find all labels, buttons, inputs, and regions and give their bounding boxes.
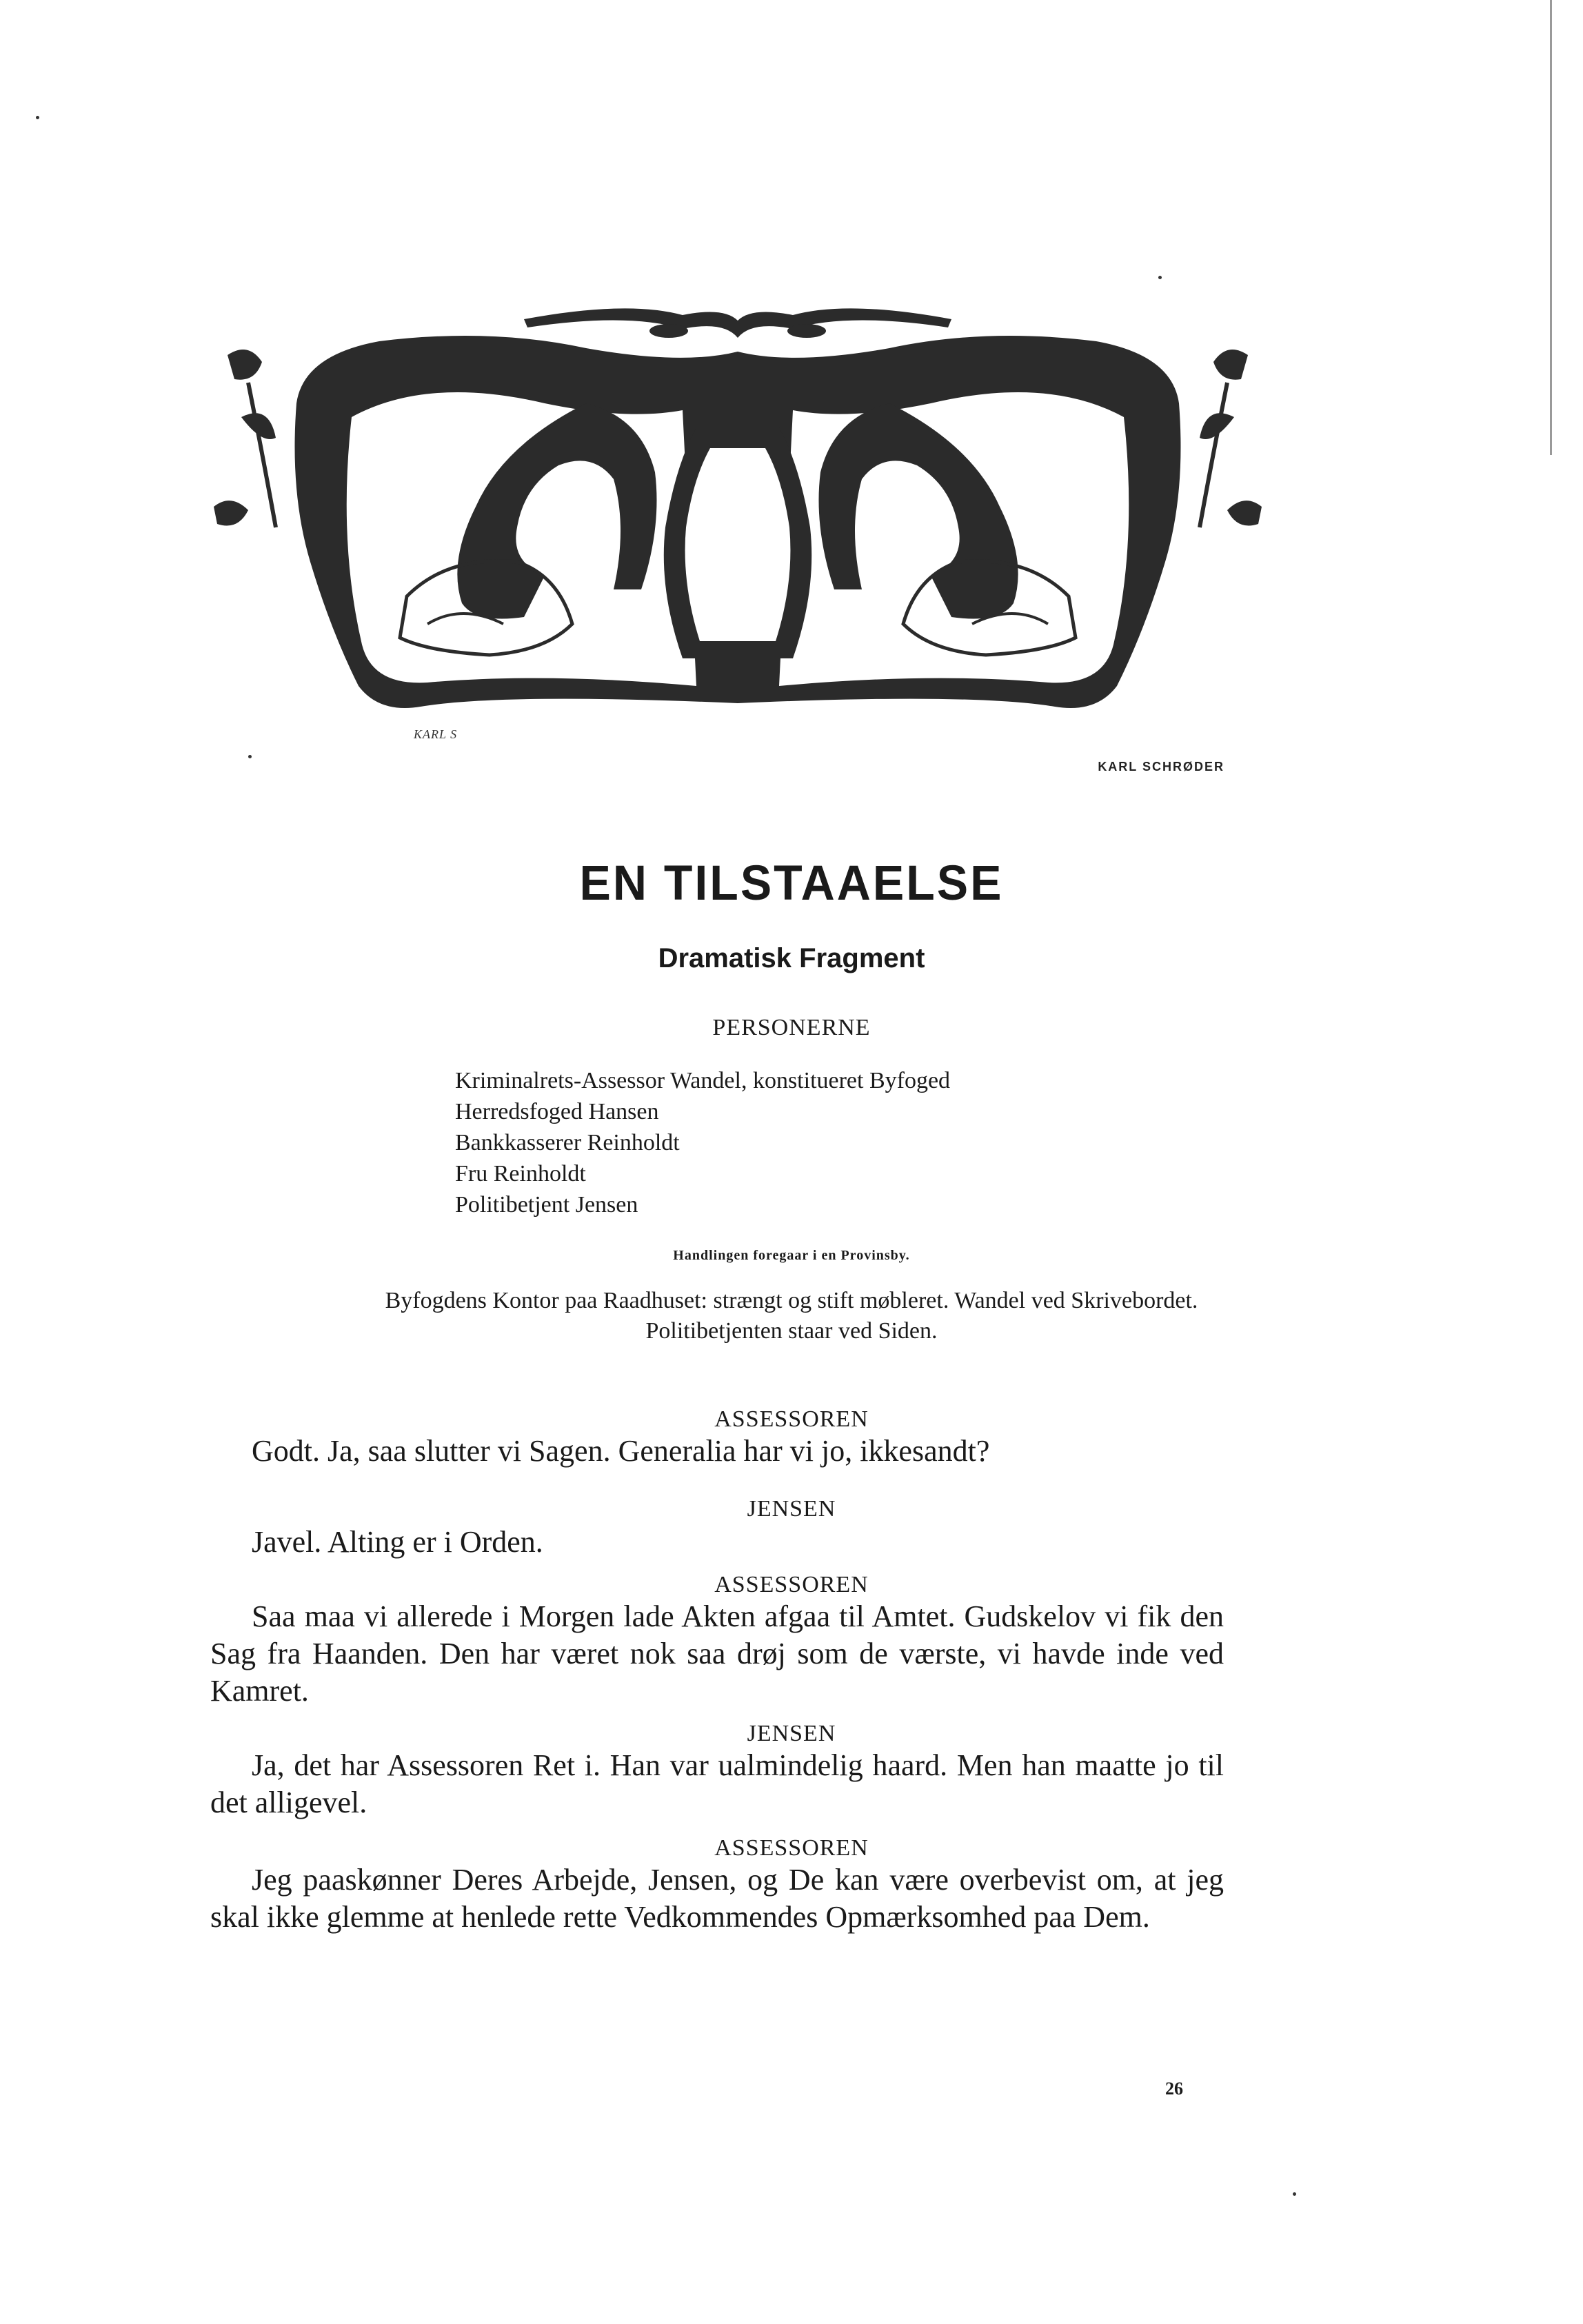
setting-note: Handlingen foregaar i en Provinsby. bbox=[673, 1248, 910, 1263]
speaker-name: ASSESSOREN bbox=[714, 1572, 869, 1597]
person-item: Politibetjent Jensen bbox=[455, 1192, 638, 1217]
speech-line: Javel. Alting er i Orden. bbox=[252, 1525, 543, 1559]
stage-direction bbox=[255, 1286, 1328, 1346]
speech-text bbox=[210, 1598, 1224, 1710]
stage-direction-line: Byfogdens Kontor paa Raadhuset: strængt og stift møbleret. Wandel ved Skrivebordet. bbox=[385, 1288, 1198, 1313]
person-item: Bankkasserer Reinholdt bbox=[455, 1130, 680, 1155]
scan-speck bbox=[1293, 2192, 1296, 2196]
speech-line: Saa maa vi allerede i Morgen lade Akten afgaa til Amtet. Gudskelov vi fik den Sag fra Haanden. Den har været nok saa drøj som de værste, vi havde inde ved Kamret. bbox=[210, 1599, 1224, 1708]
page-number: 26 bbox=[1165, 2079, 1183, 2099]
speech-text bbox=[210, 1747, 1224, 1821]
illustration-credit: KARL SCHRØDER bbox=[1098, 760, 1224, 774]
person-item: Fru Reinholdt bbox=[455, 1161, 586, 1186]
speech-text bbox=[210, 1524, 1224, 1561]
speech-line: Jeg paaskønner Deres Arbejde, Jensen, og De kan være overbevist om, at jeg skal ikke glemme at henlede rette Vedkommendes Opmærksomhed paa Dem. bbox=[210, 1863, 1224, 1934]
speech-text bbox=[210, 1433, 1224, 1470]
speaker-name: ASSESSOREN bbox=[714, 1835, 869, 1861]
illustration-signature: KARL S bbox=[414, 727, 458, 741]
persons-list bbox=[455, 1065, 950, 1220]
speech-line: Godt. Ja, saa slutter vi Sagen. Generalia har vi jo, ikkesandt? bbox=[252, 1434, 990, 1468]
stage-direction-line: Politibetjenten staar ved Siden. bbox=[645, 1318, 938, 1344]
speech-text bbox=[210, 1861, 1224, 1936]
page-subtitle: Dramatisk Fragment bbox=[658, 943, 925, 973]
scan-speck bbox=[36, 116, 39, 119]
scan-speck bbox=[248, 755, 252, 758]
scan-edge-line bbox=[1550, 0, 1552, 455]
scan-speck bbox=[1158, 276, 1162, 279]
kneeling-women-vase-illustration bbox=[200, 300, 1276, 748]
page-title: EN TILSTAAELSE bbox=[579, 856, 1004, 911]
speaker-name: JENSEN bbox=[747, 1721, 836, 1746]
speaker-name: ASSESSOREN bbox=[714, 1406, 869, 1432]
person-item: Herredsfoged Hansen bbox=[455, 1099, 659, 1124]
header-illustration bbox=[200, 300, 1276, 748]
speaker-name: JENSEN bbox=[747, 1496, 836, 1522]
speech-line: Ja, det har Assessoren Ret i. Han var ualmindelig haard. Men han maatte jo til det alligevel. bbox=[210, 1748, 1224, 1819]
persons-heading: PERSONERNE bbox=[712, 1015, 871, 1040]
person-item: Kriminalrets-Assessor Wandel, konstitueret Byfoged bbox=[455, 1068, 951, 1093]
